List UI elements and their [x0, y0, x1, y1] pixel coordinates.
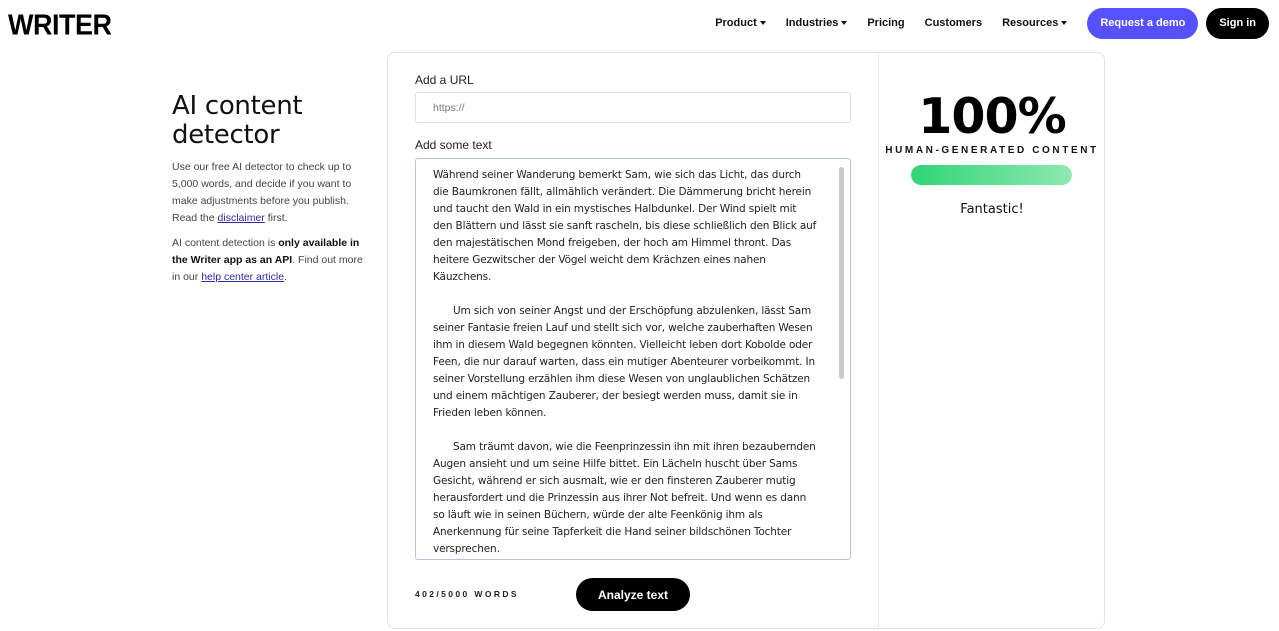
help-center-link[interactable]: help center article [201, 271, 285, 283]
score-progress-fill [911, 165, 1072, 185]
url-input[interactable]: https:// [415, 92, 851, 123]
api-note-text: AI content detection is [172, 237, 279, 249]
nav-industries[interactable] [786, 17, 848, 29]
nav-resources[interactable] [1002, 17, 1067, 29]
nav-pricing[interactable] [867, 17, 904, 29]
text-paragraph: Um sich von seiner Angst und der Erschöpfung abzulenken, lässt Sam seiner Fantasie freien Lauf und stellt sich vor, welche zauberhaften Wesen ihm in diesem Wald begegnen könnten. Vielleicht leben dort Kobolde oder Feen, die nur darauf warten, dass ein mutiger Abenteurer vorbeikommt. In seiner Vorstellung erzählen ihm diese Wesen von unglaublichen Schätzen und einem mächtigen Zauberer, der besiegt werden muss, damit sie in Frieden leben können. [433, 305, 816, 419]
score-progress-bar [911, 165, 1072, 185]
nav-product[interactable] [715, 17, 766, 29]
chevron-down-icon [1061, 21, 1067, 25]
chevron-down-icon [760, 21, 766, 25]
intro-section [172, 92, 372, 286]
api-note-paragraph [172, 235, 372, 286]
nav-industries-label: Industries [785, 17, 839, 29]
api-note-bold: only available in the Writer app as an API [172, 237, 360, 266]
detector-card [387, 52, 1105, 629]
page-title: AI content detector [172, 91, 303, 150]
result-label: HUMAN-GENERATED CONTENT [885, 145, 1099, 156]
nav-pricing-label: Pricing [867, 17, 905, 29]
text-input-area[interactable] [415, 158, 851, 560]
word-count: 402/5000 WORDS [415, 589, 519, 599]
api-note-end: . [284, 271, 287, 283]
nav-resources-label: Resources [1002, 17, 1059, 29]
request-demo-button[interactable]: Request a demo [1087, 8, 1198, 39]
top-nav [715, 8, 1269, 38]
analyze-text-button[interactable]: Analyze text [576, 578, 690, 611]
text-content [433, 167, 818, 560]
chevron-down-icon [841, 21, 847, 25]
text-paragraph: Sam träumt davon, wie die Feenprinzessin ihn mit ihren bezaubernden Augen ansieht und um seine Hilfe bittet. Ein Lächeln huscht über Sams Gesicht, während er sich ausmalt, wie er den finsteren Zauberer mutig herausfordert und die Prinzessin aus ihrer Not befreit. Und wenn es dann so läuft wie in seinen Büchern, würde der alte Feenkönig ihm als Anerkennung für seine Tapferkeit die Hand seiner bildschönen Tochter versprechen. [433, 441, 816, 555]
nav-product-label: Product [715, 17, 757, 29]
textarea-scrollbar[interactable] [839, 167, 844, 379]
nav-customers-label: Customers [924, 17, 983, 29]
result-percentage: 100% [918, 88, 1066, 145]
nav-customers[interactable] [925, 17, 982, 29]
text-paragraph: Während seiner Wanderung bemerkt Sam, wie sich das Licht, das durch die Baumkronen fällt, allmählich verändert. Die Dämmerung bricht herein und taucht den Wald in ein mystisches Halbdunkel. Der Wind spielt mit den Blättern und lässt sie sanft rascheln, bis diese schließlich den Blick auf den majestätischen Mond freigeben, der hoch am Himmel thront. Das heitere Gezwitscher der Vögel weicht dem Krächzen eines nahen Käuzchens. [433, 169, 817, 283]
intro-paragraph [172, 159, 372, 227]
text-label: Add some text [415, 138, 492, 152]
intro-text-end: first. [264, 212, 288, 224]
api-note-mid: . Find out more in our [172, 254, 363, 283]
result-verdict: Fantastic! [960, 202, 1024, 217]
disclaimer-link[interactable]: disclaimer [217, 212, 265, 224]
sign-in-button[interactable]: Sign in [1206, 8, 1269, 39]
writer-logo[interactable]: WRITER [8, 9, 112, 41]
url-label: Add a URL [415, 73, 474, 87]
intro-text: Use our free AI detector to check up to 5,000 words, and decide if you want to make adjustments before you publish. Read the [172, 161, 352, 224]
